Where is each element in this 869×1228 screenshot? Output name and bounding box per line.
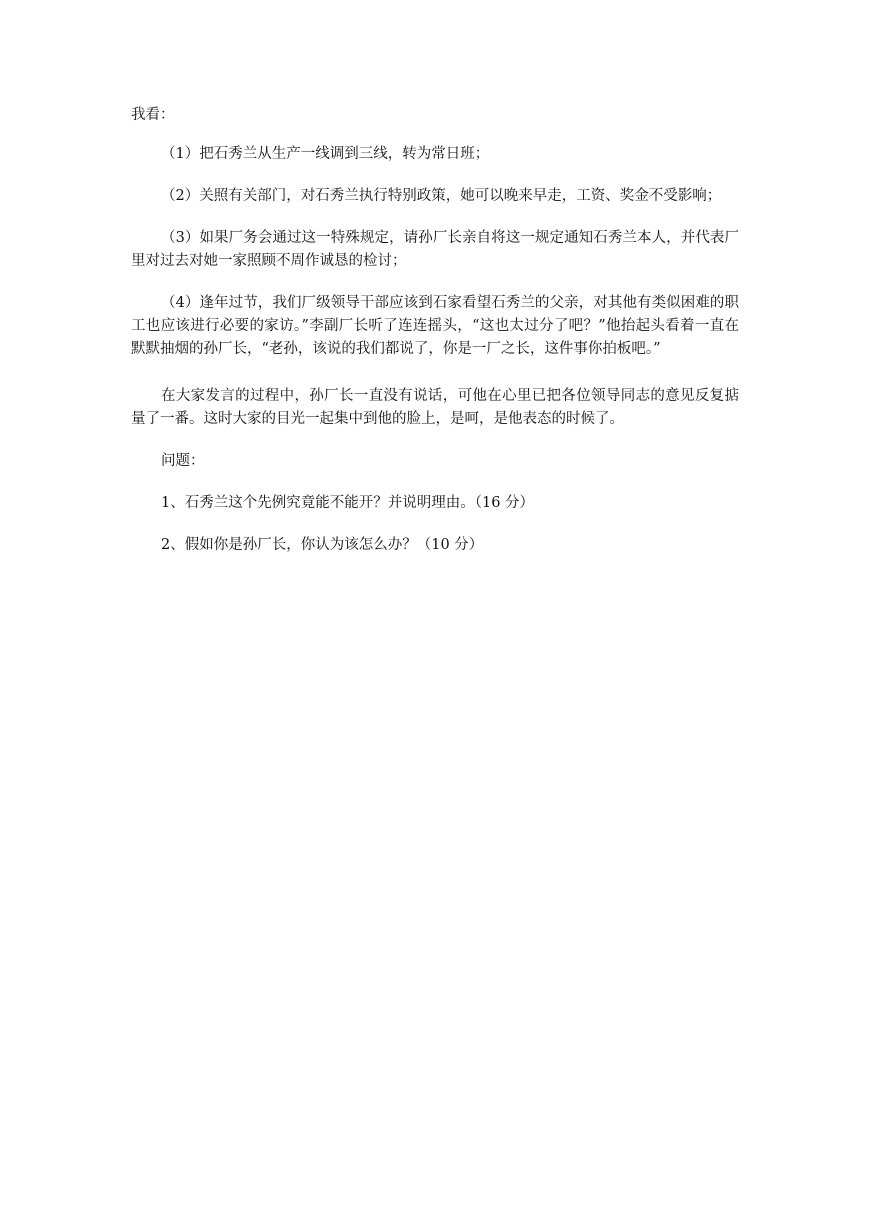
suggestion-item-4: （4）逢年过节，我们厂级领导干部应该到石家看望石秀兰的父亲，对其他有类似困难的职工也应该进行必要的家访。”李副厂长听了连连摇头，“这也太过分了吧？”他抬起头看着一直在默默抽烟的孙厂长，“老孙，该说的我们都说了，你是一厂之长，这件事你拍板吧。” [131,295,739,357]
narrative-paragraph: 在大家发言的过程中，孙厂长一直没有说话，可他在心里已把各位领导同志的意见反复掂量了一番。这时大家的目光一起集中到他的脸上，是呵，是他表态的时候了。 [131,388,739,427]
suggestion-item-2: （2）关照有关部门，对石秀兰执行特别政策，她可以晚来早走，工资、奖金不受影响； [161,188,722,204]
question-2: 2、假如你是孙厂长，你认为该怎么办？（10 分） [161,537,484,553]
intro-line: 我看： [131,107,175,123]
questions-heading: 问题： [161,453,205,469]
question-1: 1、石秀兰这个先例究竟能不能开？并说明理由。（16 分） [161,495,535,511]
suggestion-item-3: （3）如果厂务会通过这一特殊规定，请孙厂长亲自将这一规定通知石秀兰本人，并代表厂里对过去对她一家照顾不周作诚恳的检讨； [131,230,739,269]
suggestion-item-1: （1）把石秀兰从生产一线调到三线，转为常日班； [161,146,490,162]
document-body [131,104,739,557]
